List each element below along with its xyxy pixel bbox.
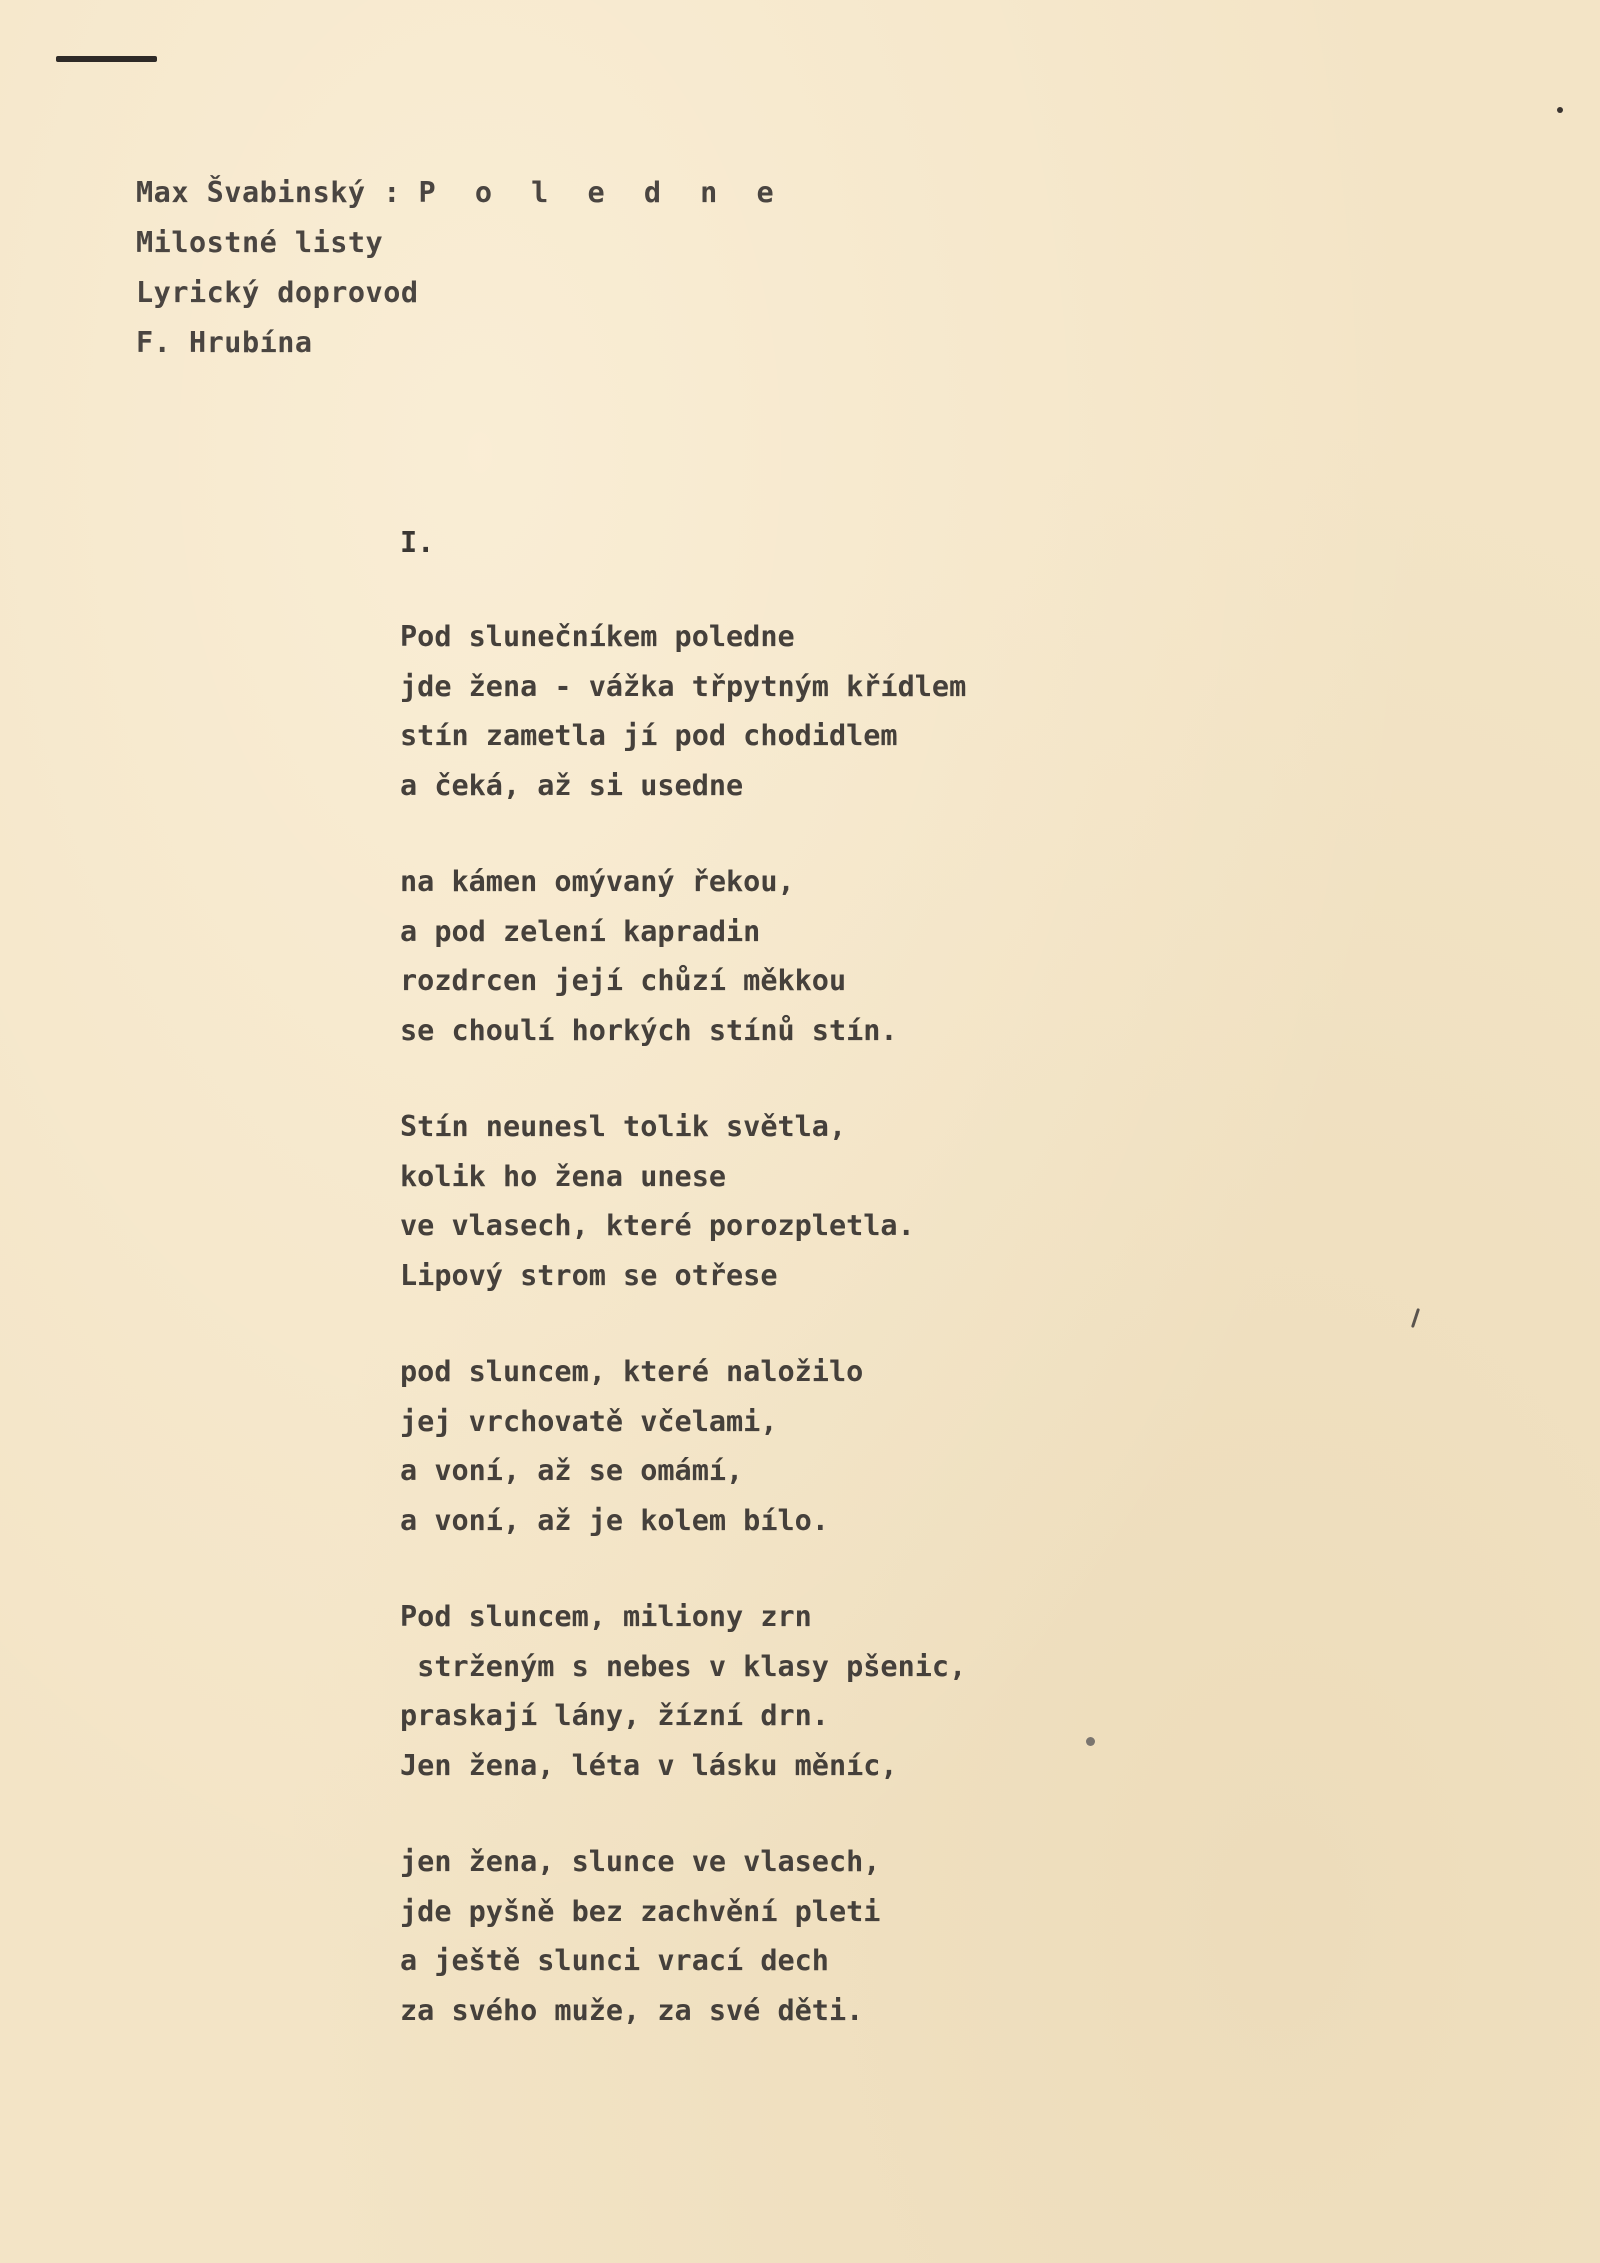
verse-line: a čeká, až si usedne [400,768,744,802]
stanza [400,857,966,1055]
poet-name: F. Hrubína [136,326,313,359]
verse-line: Jen žena, léta v lásku měníc, [400,1748,898,1782]
verse-line: ve vlasech, které porozpletla. [400,1209,915,1242]
stanza [400,1347,966,1545]
verse-line: Pod slunečníkem poledne [400,620,795,653]
document-header [136,168,785,368]
verse-line: a ještě slunci vrací dech [400,1944,829,1977]
verse-line: strženým s nebes v klasy pšenic, [400,1649,967,1683]
section-number: I. [400,526,435,559]
verse-line: rozdrcen její chůzí měkkou [400,964,847,997]
verse-line: jej vrchovatě včelami, [400,1404,778,1438]
verse-line: a voní, až je kolem bílo. [400,1503,829,1537]
verse-line: Pod sluncem, miliony zrn [400,1600,812,1633]
verse-line: a voní, až se omámí, [400,1454,744,1487]
author-name: Max Švabinský [136,176,366,209]
verse-line: jen žena, slunce ve vlasech, [400,1845,881,1878]
verse-line: se choulí horkých stínů stín. [400,1013,898,1047]
verse-line: pod sluncem, které naložilo [400,1355,864,1388]
verse-line: kolik ho žena unese [400,1159,727,1193]
header-title-line [136,168,785,218]
ink-speck [1086,1737,1095,1746]
ink-speck [1411,1308,1420,1328]
stanza [400,1102,966,1300]
verse-line: za svého muže, za své děti. [400,1993,864,2027]
verse-line: praskají lány, žízní drn. [400,1699,829,1732]
verse-line: jde žena - vážka třpytným křídlem [400,669,967,703]
verse-line: na kámen omývaný řekou, [400,865,795,898]
work-title: P o l e d n e [418,176,785,209]
verse-line: Stín neunesl tolik světla, [400,1110,847,1143]
ink-speck [1557,107,1563,113]
verse-line: jde pyšně bez zachvění pleti [400,1894,881,1928]
verse-line: stín zametla jí pod chodidlem [400,719,898,752]
title-separator: : [365,176,419,209]
poem [400,612,966,2082]
stanza [400,612,966,810]
top-rule-mark [56,56,157,62]
series-name: Milostné listy [136,226,384,259]
subtitle: Lyrický doprovod [136,276,419,309]
stanza [400,1837,966,2035]
verse-line: Lipový strom se otřese [400,1258,778,1292]
stanza [400,1592,966,1790]
verse-line: a pod zelení kapradin [400,914,761,948]
